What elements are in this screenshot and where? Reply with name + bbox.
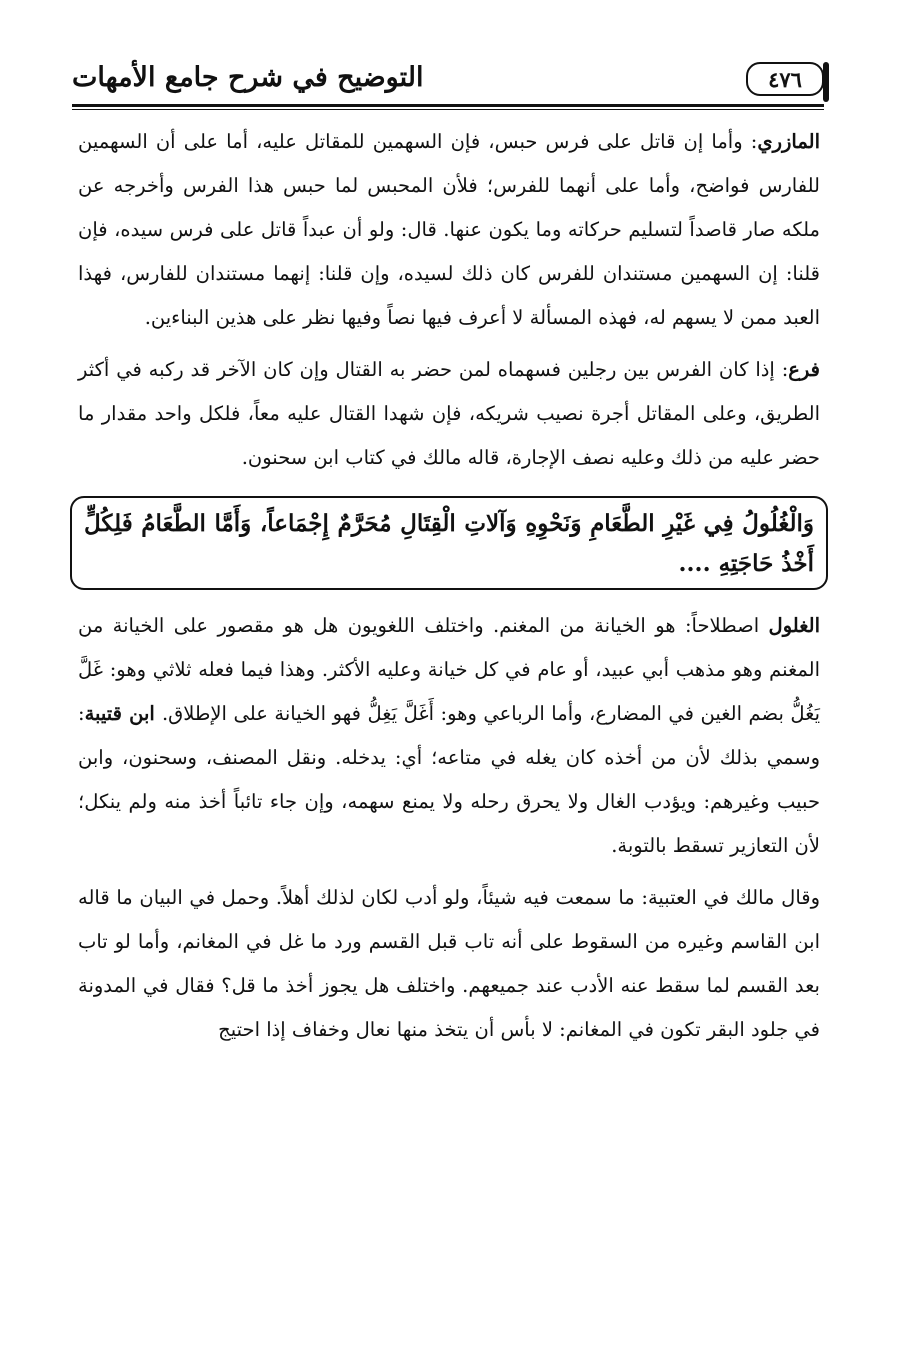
paragraph-lead: المازري bbox=[757, 130, 820, 153]
page-header bbox=[72, 60, 824, 104]
header-divider bbox=[72, 104, 824, 110]
page-number: ٤٧٦ bbox=[768, 66, 802, 92]
running-title: التوضيح في شرح جامع الأمهات bbox=[72, 62, 424, 93]
paragraph-lead: فرع bbox=[788, 358, 820, 381]
paragraph-lead-secondary: ابن قتيبة bbox=[84, 702, 162, 725]
paragraph-text: : إذا كان الفرس بين رجلين فسهماه لمن حضر به القتال وإن كان الآخر قد ركبه في أكثر الطريق، وعلى المقاتل أجرة نصيب شريكه، فإن شهدا القتال عليه معاً، فلكل واحد مقدار ما حضر عليه من ذلك وعليه نصف الإجارة، قاله مالك في كتاب ابن سحنون. bbox=[78, 358, 820, 469]
paragraph-lead: الغلول bbox=[768, 614, 820, 637]
paragraph-text: اصطلاحاً: هو الخيانة من المغنم. واختلف اللغويون هل هو مقصور على الخيانة من المغنم وهو مذهب أبي عبيد، أو عام في كل خيانة وعليه الأكثر. وهذا فيما فعله ثلاثي وهو: غَلَّ يَغُلُّ بضم الغين في المضارع، وأما الرباعي وهو: أَغَلَّ يَغِلُّ فهو الخيانة على الإطلاق. bbox=[78, 614, 820, 725]
matn-text: وَالْغُلُولُ فِي غَيْرِ الطَّعَامِ وَنَحْوِهِ وَآلاتِ الْقِتَالِ مُحَرَّمٌ إِجْمَاعاً، وَأَمَّا الطَّعَامُ فَلِكُلٍّ أَخْذُ حَاجَتِهِ .... bbox=[84, 510, 814, 577]
paragraph-malik bbox=[78, 876, 820, 1052]
paragraph-text-secondary: : وسمي بذلك لأن من أخذه كان يغله في متاعه؛ أي: يدخله. ونقل المصنف، وسحنون، وابن حبيب وغيرهم: ويؤدب الغال ولا يحرق رحله ولا يمنع سهمه، وإن جاء تائباً أخذ منه ولم ينكل؛ لأن التعازير تسقط بالتوبة. bbox=[78, 702, 820, 857]
paragraph-ghulul bbox=[78, 604, 820, 868]
paragraph-text: : وأما إن قاتل على فرس حبس، فإن السهمين للمقاتل عليه، أما على أن السهمين للفارس فواضح، وأما على أنهما للفرس؛ فلأن المحبس لما حبس هذا الفرس وأخرجه عن ملكه صار قاصداً لتسليم حركاته وما يكون عنها. قال: ولو أن عبداً قاتل على فرس سيده، فإن قلنا: إن السهمين مستندان للفرس كان ذلك لسيده، وإن قلنا: إنهما مستندان للفارس، فهذا العبد ممن لا يسهم له، فهذه المسألة لا أعرف فيها نصاً وفيها نظر على هذين البناءين. bbox=[78, 130, 820, 329]
page-number-badge bbox=[746, 62, 824, 96]
matn-box bbox=[70, 496, 828, 590]
page-body bbox=[78, 120, 820, 1060]
paragraph-text: وقال مالك في العتبية: ما سمعت فيه شيئاً، ولو أدب لكان لذلك أهلاً. وحمل في البيان ما قاله ابن القاسم وغيره من السقوط على أنه تاب قبل القسم ورد ما غل في المغانم، وأما لو تاب بعد القسم لما سقط عنه الأدب عند جميعهم. واختلف هل يجوز أخذ ما قل؟ فقال في المدونة في جلود البقر تكون في المغانم: لا بأس أن يتخذ منها نعال وخفاف إذا احتيج bbox=[78, 886, 820, 1041]
paragraph-far bbox=[78, 348, 820, 480]
paragraph-mazari bbox=[78, 120, 820, 340]
